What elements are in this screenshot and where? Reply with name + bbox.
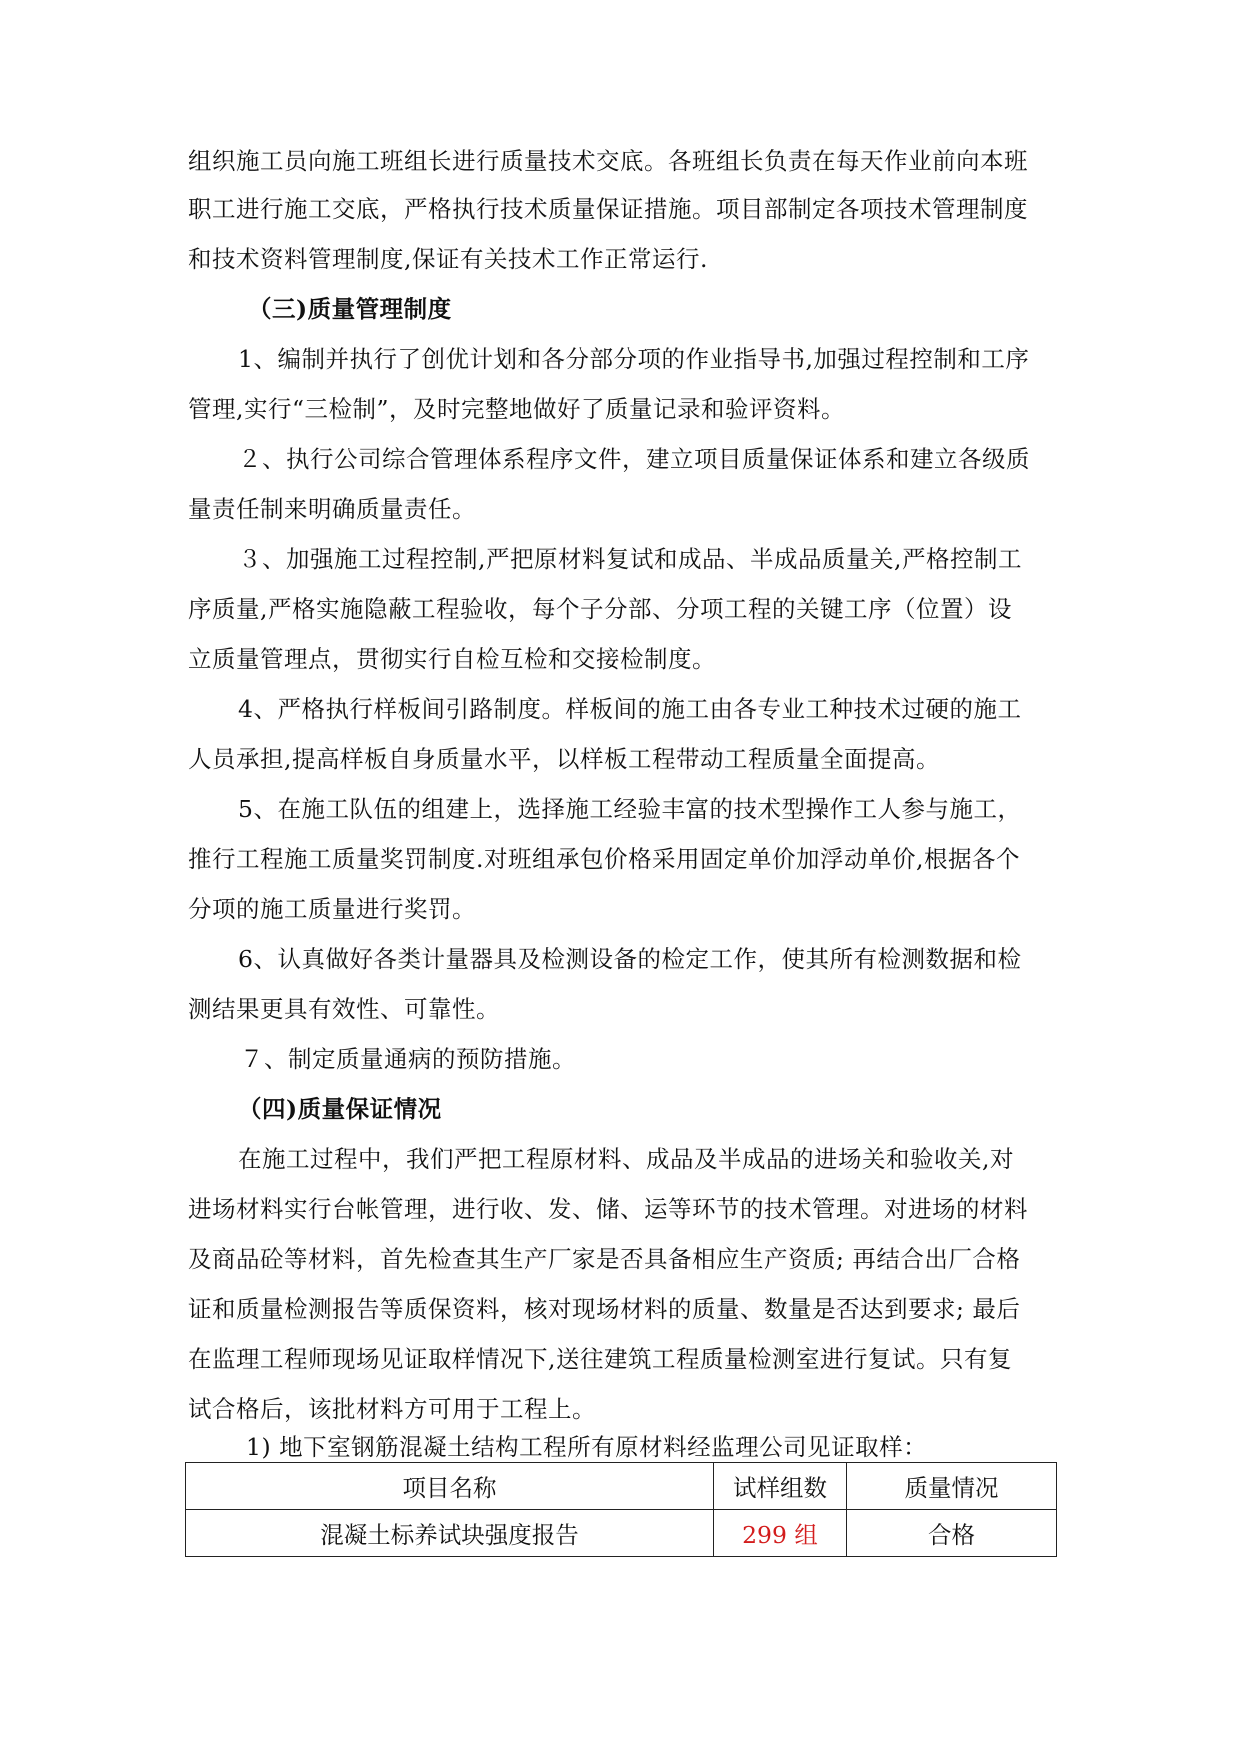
table-caption: 1) 地下室钢筋混凝土结构工程所有原材料经监理公司见证取样： bbox=[246, 1433, 928, 1461]
paragraph-line: 试合格后，该批材料方可用于工程上。 bbox=[188, 1395, 596, 1423]
paragraph-line: 4、严格执行样板间引路制度。样板间的施工由各专业工种技术过硬的施工 bbox=[238, 695, 1022, 723]
header-cell: 项目名称 bbox=[186, 1463, 714, 1510]
header-cell: 质量情况 bbox=[847, 1463, 1057, 1510]
paragraph-line: 测结果更具有效性、可靠性。 bbox=[188, 995, 500, 1023]
table-cell: 合格 bbox=[847, 1510, 1057, 1557]
paragraph-line: 5、在施工队伍的组建上，选择施工经验丰富的技术型操作工人参与施工， bbox=[238, 795, 1022, 823]
paragraph-line: ３、加强施工过程控制,严把原材料复试和成品、半成品质量关,严格控制工 bbox=[238, 545, 1022, 573]
paragraph-line: 和技术资料管理制度,保证有关技术工作正常运行. bbox=[188, 245, 708, 273]
header-cell: 试样组数 bbox=[714, 1463, 847, 1510]
paragraph-line: 人员承担,提高样板自身质量水平，以样板工程带动工程质量全面提高。 bbox=[188, 745, 940, 773]
paragraph-line: 6、认真做好各类计量器具及检测设备的检定工作，使其所有检测数据和检 bbox=[238, 945, 1022, 973]
paragraph-line: 及商品砼等材料，首先检查其生产厂家是否具备相应生产资质; 再结合出厂合格 bbox=[188, 1245, 1021, 1273]
table-row bbox=[186, 1510, 1057, 1557]
paragraph-line: 进场材料实行台帐管理，进行收、发、储、运等环节的技术管理。对进场的材料 bbox=[188, 1195, 1028, 1223]
paragraph-line: 1、编制并执行了创优计划和各分部分项的作业指导书,加强过程控制和工序 bbox=[238, 345, 1030, 373]
section-heading-3: （三)质量管理制度 bbox=[248, 295, 452, 323]
paragraph-line: 证和质量检测报告等质保资料，核对现场材料的质量、数量是否达到要求; 最后 bbox=[188, 1295, 1021, 1323]
paragraph-line: 在监理工程师现场见证取样情况下,送往建筑工程质量检测室进行复试。只有复 bbox=[188, 1345, 1012, 1373]
paragraph-line: 推行工程施工质量奖罚制度.对班组承包价格采用固定单价加浮动单价,根据各个 bbox=[188, 845, 1020, 873]
paragraph-line: 职工进行施工交底，严格执行技术质量保证措施。项目部制定各项技术管理制度 bbox=[188, 195, 1028, 223]
section-heading-4: （四)质量保证情况 bbox=[238, 1095, 442, 1123]
sample-table bbox=[185, 1462, 1057, 1557]
paragraph-line: 量责任制来明确质量责任。 bbox=[188, 495, 476, 523]
paragraph-line: 在施工过程中，我们严把工程原材料、成品及半成品的进场关和验收关,对 bbox=[238, 1145, 1014, 1173]
table-header-row bbox=[186, 1463, 1057, 1510]
paragraph-line: 立质量管理点，贯彻实行自检互检和交接检制度。 bbox=[188, 645, 716, 673]
paragraph-line: 管理,实行“三检制”，及时完整地做好了质量记录和验评资料。 bbox=[188, 395, 845, 423]
table-cell: 混凝土标养试块强度报告 bbox=[186, 1510, 714, 1557]
paragraph-line: 序质量,严格实施隐蔽工程验收，每个子分部、分项工程的关键工序（位置）设 bbox=[188, 595, 1012, 623]
paragraph-line: ７、制定质量通病的预防措施。 bbox=[240, 1045, 576, 1073]
paragraph-line: 分项的施工质量进行奖罚。 bbox=[188, 895, 476, 923]
table-cell-highlight: 299 组 bbox=[714, 1510, 847, 1557]
paragraph-line: ２、执行公司综合管理体系程序文件，建立项目质量保证体系和建立各级质 bbox=[238, 445, 1030, 473]
paragraph-line: 组织施工员向施工班组长进行质量技术交底。各班组长负责在每天作业前向本班 bbox=[188, 147, 1028, 175]
